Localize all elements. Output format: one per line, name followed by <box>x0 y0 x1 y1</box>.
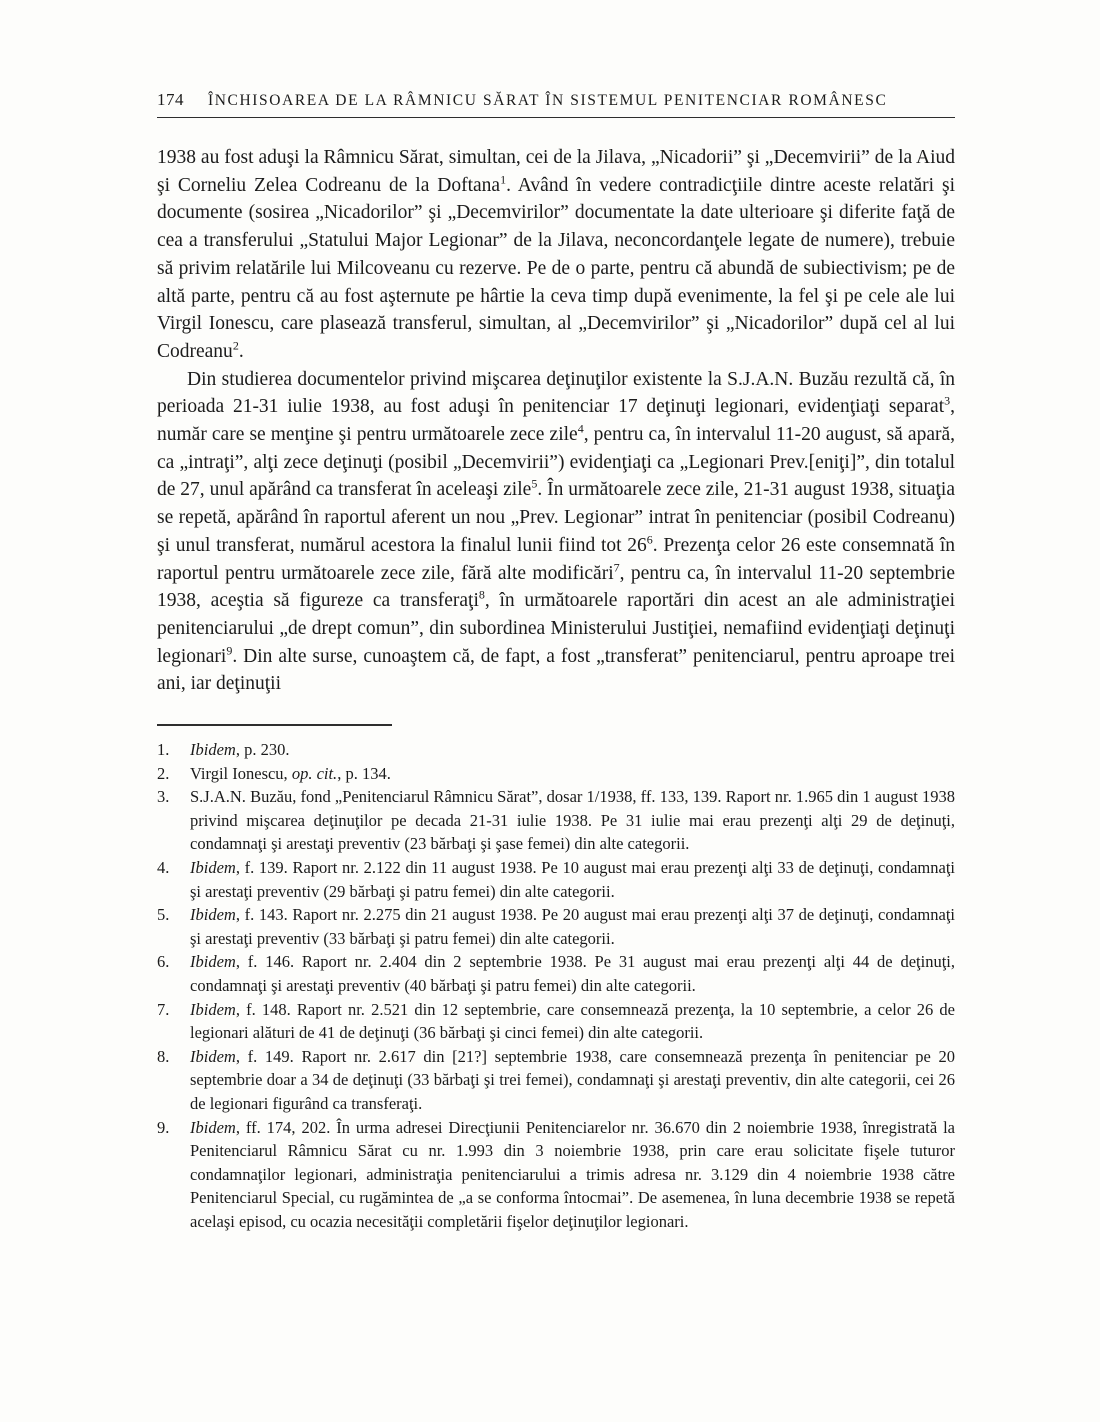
footnote-ref: 9 <box>226 643 233 658</box>
text-run: , f. 148. Raport nr. 2.521 din 12 septembrie, care consemnează prezenţa, la 10 septembrie, a celor 26 de legionari alături de 41 de deţinuţi (36 bărbaţi şi cinci femei) din alte categorii. <box>190 999 955 1043</box>
footnote-number: 4. <box>157 858 170 878</box>
footnote-number: 9. <box>157 1117 170 1137</box>
text-run: . Din alte surse, cunoaştem că, de fapt, a fost „transferat” penitenciarul, pentru aproape trei ani, iar deţinuţii <box>157 645 955 695</box>
footnote-text <box>190 764 391 783</box>
italic-text: Ibidem <box>190 999 236 1019</box>
footnote-text <box>190 858 955 901</box>
footnote-ref: 3 <box>944 393 951 408</box>
footnote-number: 5. <box>157 905 170 925</box>
footnote-ref: 2 <box>232 338 239 353</box>
footnote-number: 6. <box>157 952 170 972</box>
footnote-number: 1. <box>157 740 170 760</box>
footnote-item <box>157 998 955 1045</box>
text-run: , pentru ca, în intervalul 11-20 august, să apară, ca „intraţi”, alţi zece deţinuţi (posibil „Decemvirii”) evidenţiaţi ca „Legionari Prev.[eniţi]”, din totalul de 27, unul apărând ca transferat în aceleaşi zile <box>157 424 955 501</box>
footnote-item <box>157 1116 955 1234</box>
footnote-ref: 7 <box>613 560 620 575</box>
footnote-text <box>190 905 955 948</box>
text-run: , f. 146. Raport nr. 2.404 din 2 septembrie 1938. Pe 31 august mai erau prezenţi alţi 44 de deţinuţi, condamnaţi şi arestaţi preventiv (40 bărbaţi şi patru femei) din alte categorii. <box>190 952 955 995</box>
text-run: , pentru ca, în intervalul 11-20 septembrie 1938, aceştia să figureze ca transferaţi <box>157 562 955 612</box>
footnote-text <box>190 1118 955 1231</box>
italic-text: Ibidem <box>190 740 236 760</box>
running-title: ÎNCHISOAREA DE LA RÂMNICU SĂRAT ÎN SISTEMUL PENITENCIAR ROMÂNESC <box>208 92 888 109</box>
footnote-item <box>157 762 955 786</box>
text-run: . În următoarele zece zile, 21-31 august 1938, situaţia se repetă, apărând în raportul aferent un nou „Prev. Legionar” intrat în penitenciar (posibil Codreanu) şi unul transferat, numărul acestora la finalul lunii fiind tot 26 <box>157 479 955 556</box>
footnote-text <box>190 1000 955 1043</box>
footnote-ref: 8 <box>478 587 485 602</box>
body-text <box>157 144 955 698</box>
text-run: , f. 149. Raport nr. 2.617 din [21?] septembrie 1938, care consemnează prezenţa în penitenciar pe 20 septembrie doar a 34 de deţinuţi (33 bărbaţi şi trei femei), condamnaţi şi arestaţi preventiv, din alte categorii, cei 26 de legionari figurând ca transferaţi. <box>190 1046 955 1113</box>
footnote-ref: 6 <box>646 532 653 547</box>
footnote-item <box>157 903 955 950</box>
page-number: 174 <box>157 90 184 109</box>
footnote-number: 8. <box>157 1046 170 1066</box>
text-run: , p. 230. <box>235 740 290 760</box>
text-run: Din studierea documentelor privind mişcarea deţinuţilor existente la S.J.A.N. Buzău rezultă că, în perioada 21-31 iulie 1938, au fost aduşi în penitenciar 17 deţinuţi legionari, evidenţiaţi separat <box>157 368 955 418</box>
text-run: . Având în vedere contradicţiile dintre aceste relatări şi documente (sosirea „Nicadorilor” şi „Decemvirilor” documentate la date ulterioare şi diferite faţă de cea a transferului „Statului Major Legionar” de la Jilava, neconcordanţele legate de numere), trebuie să privim relatările lui Milcoveanu cu rezerve. Pe de o parte, pentru că abundă de subiectivism; pe de altă parte, pentru că au fost aşternute pe hârtie la ceva timp după evenimente, la fel şi pe cele ale lui Virgil Ionescu, care plasează transferul, simultan, al „Decemvirilor” şi „Nicadorilor” după cel al lui Codreanu <box>157 174 955 362</box>
text-run: 1938 au fost aduşi la Râmnicu Sărat, simultan, cei de la Jilava, „Nicadorii” şi „Decemvirii” de la Aiud şi Corneliu Zelea Codreanu de la Doftana <box>157 147 955 196</box>
text-run: , număr care se menţine şi pentru următoarele zece zile <box>157 396 955 446</box>
footnote-number: 3. <box>157 787 170 807</box>
text-run: , f. 139. Raport nr. 2.122 din 11 august 1938. Pe 10 august mai erau prezenţi alţi 33 de deţinuţi, condamnaţi şi arestaţi preventiv (29 bărbaţi şi patru femei) din alte categorii. <box>190 858 955 901</box>
text-run: . Prezenţa celor 26 este consemnată în raportul pentru următoarele zece zile, fără alte modificări <box>157 534 955 584</box>
italic-text: Ibidem <box>190 1117 236 1137</box>
footnote-text <box>190 952 955 995</box>
text-run: , p. 134. <box>337 763 391 783</box>
footnote-item <box>157 950 955 997</box>
paragraph <box>157 144 955 366</box>
italic-text: op. cit. <box>291 763 338 783</box>
footnote-item <box>157 738 955 762</box>
footnote-ref: 5 <box>531 476 538 491</box>
footnote-ref: 4 <box>577 421 584 436</box>
footnote-number: 7. <box>157 999 170 1019</box>
footnote-text <box>190 1047 955 1113</box>
footnote-number: 2. <box>157 763 170 783</box>
footnote-text <box>190 787 955 853</box>
italic-text: Ibidem <box>190 1046 236 1066</box>
text-run: S.J.A.N. Buzău, fond „Penitenciarul Râmnicu Sărat”, dosar 1/1938, ff. 133, 139. Raport nr. 1.965 din 1 august 1938 privind mişcarea deţinuţilor pe decada 21-31 iulie 1938. Pe 31 iulie mai erau prezenţi alţi 29 de deţinuţi, condamnaţi şi arestaţi preventiv (23 bărbaţi şi şase femei) din alte categorii. <box>190 787 955 854</box>
footnote-item <box>157 1045 955 1116</box>
italic-text: Ibidem <box>190 952 236 972</box>
italic-text: Ibidem <box>190 858 236 878</box>
text-run: . <box>238 340 244 362</box>
footnote-ref: 1 <box>500 172 507 187</box>
italic-text: Ibidem <box>190 905 236 925</box>
footnote-separator <box>157 724 392 726</box>
text-run: , f. 143. Raport nr. 2.275 din 21 august 1938. Pe 20 august mai erau prezenţi alţi 37 de deţinuţi, condamnaţi şi arestaţi preventiv (33 bărbaţi şi patru femei) din alte categorii. <box>190 905 955 948</box>
footnotes-section <box>157 738 955 1233</box>
page-header <box>157 90 955 118</box>
text-run: , ff. 174, 202. În urma adresei Direcţiunii Penitenciarelor nr. 36.670 din 2 noiembrie 1938, înregistrată la Penitenciarul Râmnicu Sărat cu nr. 1.993 din 3 noiembrie 1938, prin care erau solicitate fişele tuturor condamnaţilor legionari, administraţia penitenciarului a trimis adresa nr. 3.129 din 4 noiembrie 1938 către Penitenciarul Special, cu rugămintea de „a se conforma întocmai”. De asemenea, în luna decembrie 1938 se repetă acelaşi episod, cu ocazia necesităţii completării fişelor deţinuţilor legionari. <box>190 1117 955 1231</box>
footnote-item <box>157 856 955 903</box>
footnote-text <box>190 740 289 759</box>
footnote-item <box>157 785 955 856</box>
text-run: Virgil Ionescu, <box>190 763 292 783</box>
paragraph <box>157 366 955 698</box>
text-run: , în următoarele raportări din acest an ale administraţiei penitenciarului „de drept comun”, din subordinea Ministerului Justiţiei, nemafiind evidenţiaţi deţinuţi legionari <box>157 590 955 667</box>
